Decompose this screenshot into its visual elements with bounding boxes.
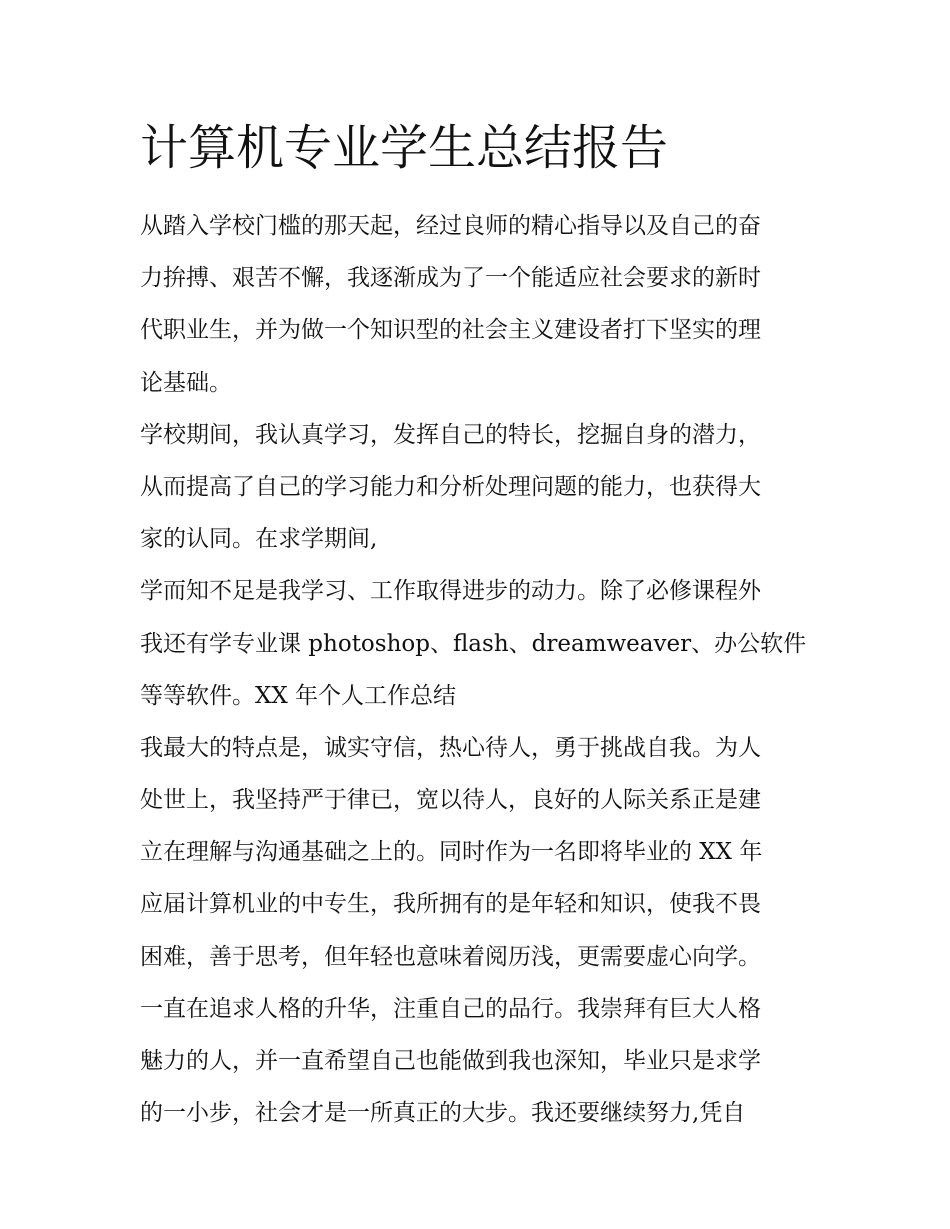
text-line: 我最大的特点是，诚实守信，热心待人，勇于挑战自我。为人 <box>140 734 761 761</box>
text-line: 困难，善于思考，但年轻也意味着阅历浅，更需要虚心向学。 <box>140 943 761 970</box>
text-line: 应届计算机业的中专生，我所拥有的是年轻和知识，使我不畏 <box>140 891 761 918</box>
text-line: 一直在追求人格的升华，注重自己的品行。我崇拜有巨大人格 <box>140 995 761 1022</box>
text-line: 代职业生，并为做一个知识型的社会主义建设者打下坚实的理 <box>140 317 761 344</box>
page-title: 计算机专业学生总结报告 <box>140 120 669 176</box>
text-line: 我还有学专业课 photoshop、flash、dreamweaver、办公软件 <box>140 630 807 657</box>
document-body <box>140 200 816 1139</box>
text-line: 学校期间，我认真学习，发挥自己的特长，挖掘自身的潜力， <box>140 421 761 448</box>
text-line: 从踏入学校门槛的那天起，经过良师的精心指导以及自己的奋 <box>140 213 761 239</box>
text-line: 等等软件。XX 年个人工作总结 <box>140 682 457 709</box>
text-line: 学而知不足是我学习、工作取得进步的动力。除了必修课程外 <box>140 578 761 605</box>
text-line: 力拚搏、艰苦不懈，我逐渐成为了一个能适应社会要求的新时 <box>140 265 761 292</box>
text-line: 家的认同。在求学期间, <box>140 526 378 553</box>
text-line: 的一小步，社会才是一所真正的大步。我还要继续努力,凭自 <box>140 1100 746 1127</box>
text-line: 论基础。 <box>140 369 232 396</box>
text-line: 处世上，我坚持严于律已，宽以待人，良好的人际关系正是建 <box>140 787 761 814</box>
text-line: 魅力的人，并一直希望自己也能做到我也深知，毕业只是求学 <box>140 1048 761 1074</box>
text-line: 从而提高了自己的学习能力和分析处理问题的能力，也获得大 <box>140 473 761 500</box>
text-line: 立在理解与沟通基础之上的。同时作为一名即将毕业的 XX 年 <box>140 839 763 866</box>
